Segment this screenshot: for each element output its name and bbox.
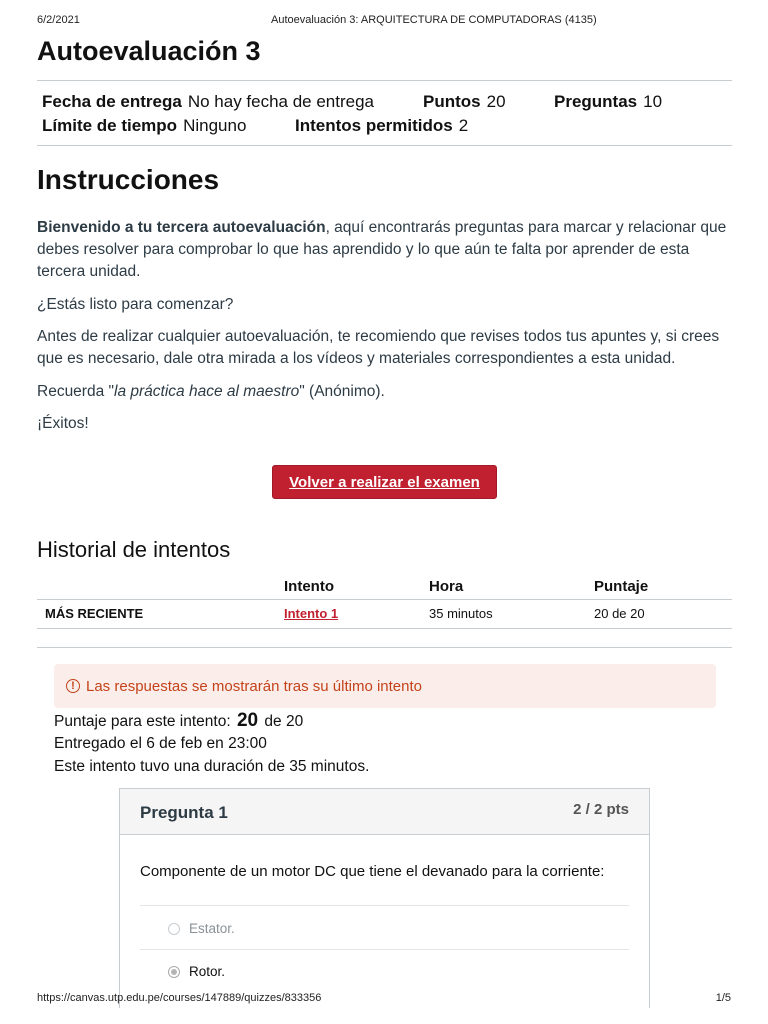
alert-text: Las respuestas se mostrarán tras su último intento bbox=[86, 677, 422, 695]
question-points: 2 / 2 pts bbox=[573, 801, 629, 818]
attempt-link[interactable]: Intento 1 bbox=[284, 606, 339, 621]
answers-hidden-alert bbox=[54, 664, 716, 708]
time-limit-label: Límite de tiempo bbox=[42, 116, 178, 135]
time-limit-value: Ninguno bbox=[183, 116, 247, 135]
question-text: Componente de un motor DC que tiene el devanado para la corriente: bbox=[140, 863, 605, 880]
welcome-bold: Bienvenido a tu tercera autoevaluación bbox=[37, 219, 326, 236]
print-url: https://canvas.utp.edu.pe/courses/147889/quizzes/833356 bbox=[37, 992, 322, 1004]
retake-quiz-button[interactable]: Volver a realizar el examen bbox=[272, 465, 497, 499]
allowed-attempts bbox=[295, 116, 468, 136]
divider bbox=[37, 647, 732, 648]
answer-option[interactable] bbox=[168, 921, 235, 936]
column-header-score: Puntaje bbox=[594, 578, 649, 595]
due-date bbox=[42, 92, 374, 112]
radio-icon[interactable] bbox=[168, 923, 180, 935]
instructions-paragraph-5: ¡Éxitos! bbox=[37, 415, 89, 432]
submitted-line: Entregado el 6 de feb en 23:00 bbox=[54, 735, 267, 752]
instructions-paragraph-2: ¿Estás listo para comenzar? bbox=[37, 296, 234, 313]
latest-label: MÁS RECIENTE bbox=[45, 606, 144, 621]
divider bbox=[37, 80, 732, 81]
questions-label: Preguntas bbox=[554, 92, 638, 111]
exclamation-circle-icon: ! bbox=[66, 679, 80, 693]
instructions-paragraph-1: Bienvenido a tu tercera autoevaluación, aquí encontrarás preguntas para marcar y relacionar que debes resolver para comprobar lo que has aprendido y lo que aún te falta por aprender de esta tercera unidad. bbox=[37, 219, 727, 280]
question-card bbox=[119, 788, 650, 1008]
answer-divider bbox=[140, 949, 629, 950]
answer-label: Rotor. bbox=[189, 964, 226, 979]
attempts-label: Intentos permitidos bbox=[295, 116, 453, 135]
question-header bbox=[120, 789, 649, 835]
attempt-history-heading: Historial de intentos bbox=[37, 537, 231, 562]
questions-value: 10 bbox=[643, 92, 663, 111]
column-header-time: Hora bbox=[429, 578, 464, 595]
print-date: 6/2/2021 bbox=[37, 14, 80, 26]
question-title: Pregunta 1 bbox=[140, 803, 228, 822]
print-footer bbox=[37, 992, 731, 1008]
attempts-value: 2 bbox=[458, 116, 469, 135]
points-label: Puntos bbox=[423, 92, 481, 111]
print-header bbox=[37, 14, 731, 30]
answer-label: Estator. bbox=[189, 921, 235, 936]
quote: la práctica hace al maestro bbox=[114, 383, 300, 400]
answer-divider bbox=[140, 905, 629, 906]
answer-option-selected[interactable] bbox=[168, 964, 225, 979]
column-header-attempt: Intento bbox=[284, 578, 334, 595]
time-limit bbox=[42, 116, 246, 136]
page-number: 1/5 bbox=[715, 992, 731, 1004]
attempt-score-line: Puntaje para este intento: 20 de 20 bbox=[54, 710, 304, 731]
attempt-score: 20 de 20 bbox=[594, 606, 645, 621]
points-value: 20 bbox=[486, 92, 506, 111]
questions-count bbox=[554, 92, 662, 112]
attempt-time: 35 minutos bbox=[429, 606, 493, 621]
due-date-label: Fecha de entrega bbox=[42, 92, 182, 111]
instructions-paragraph-3: Antes de realizar cualquier autoevaluación, te recomiendo que revises todos tus apuntes y, si crees que es necesario, dale otra mirada a los vídeos y materiales correspondientes a esta unidad. bbox=[37, 328, 720, 367]
due-date-value: No hay fecha de entrega bbox=[187, 92, 375, 111]
instructions-paragraph-4: Recuerda "la práctica hace al maestro" (Anónimo). bbox=[37, 383, 385, 400]
quiz-title: Autoevaluación 3 bbox=[37, 36, 261, 66]
radio-selected-icon[interactable] bbox=[168, 966, 180, 978]
instructions-heading: Instrucciones bbox=[37, 164, 220, 195]
duration-line: Este intento tuvo una duración de 35 minutos. bbox=[54, 758, 370, 775]
points bbox=[423, 92, 506, 112]
attempt-score-value: 20 bbox=[236, 710, 259, 731]
divider bbox=[37, 145, 732, 146]
table-header-divider bbox=[37, 599, 732, 600]
table-row-divider bbox=[37, 628, 732, 629]
print-title: Autoevaluación 3: ARQUITECTURA DE COMPUTADORAS (4135) bbox=[271, 14, 597, 26]
